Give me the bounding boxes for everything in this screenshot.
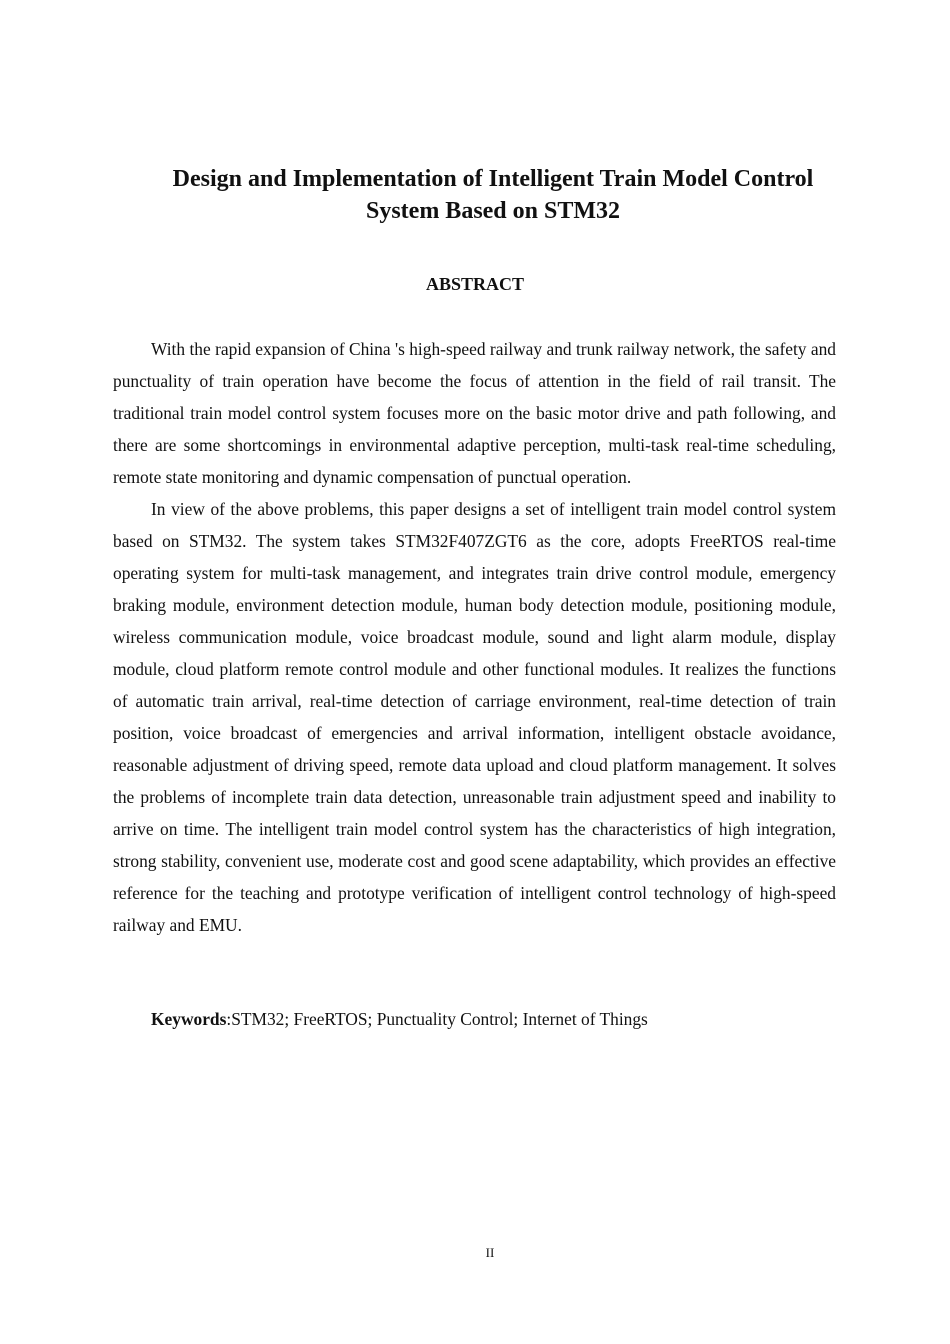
abstract-paragraph-2: In view of the above problems, this paper designs a set of intelligent train model control system based on STM32. The system takes STM32F407ZGT6 as the core, adopts FreeRTOS real-time operating system for multi-task management, and integrates train drive control module, emergency braking module, environment detection module, human body detection module, positioning module, wireless communication module, voice broadcast module, sound and light alarm module, display module, cloud platform remote control module and other functional modules. It realizes the functions of automatic train arrival, real-time detection of carriage environment, real-time detection of train position, voice broadcast of emergencies and arrival information, intelligent obstacle avoidance, reasonable adjustment of driving speed, remote data upload and cloud platform management. It solves the problems of incomplete train data detection, unreasonable train adjustment speed and inability to arrive on time. The intelligent train model control system has the characteristics of high integration, strong stability, convenient use, moderate cost and good scene adaptability, which provides an effective reference for the teaching and prototype verification of intelligent control technology of high-speed railway and EMU. — [113, 499, 836, 935]
paper-title-line-1: Design and Implementation of Intelligent Train Model Control — [172, 166, 814, 192]
abstract-body — [113, 333, 836, 941]
abstract-paragraph-1: With the rapid expansion of China 's high-speed railway and trunk railway network, the safety and punctuality of train operation have become the focus of attention in the field of rail transit. The traditional train model control system focuses more on the basic motor drive and path following, and there are some shortcomings in environmental adaptive perception, multi-task real-time scheduling, remote state monitoring and dynamic compensation of punctual operation. — [113, 339, 836, 487]
keywords-list: :STM32; FreeRTOS; Punctuality Control; Internet of Things — [226, 1009, 648, 1029]
paper-title-line-2: System Based on STM32 — [365, 198, 621, 224]
paper-title — [148, 163, 838, 227]
keywords-line — [151, 1003, 841, 1035]
abstract-heading: ABSTRACT — [425, 274, 525, 294]
keywords-label: Keywords — [151, 1009, 227, 1029]
page-number: II — [485, 1245, 495, 1260]
